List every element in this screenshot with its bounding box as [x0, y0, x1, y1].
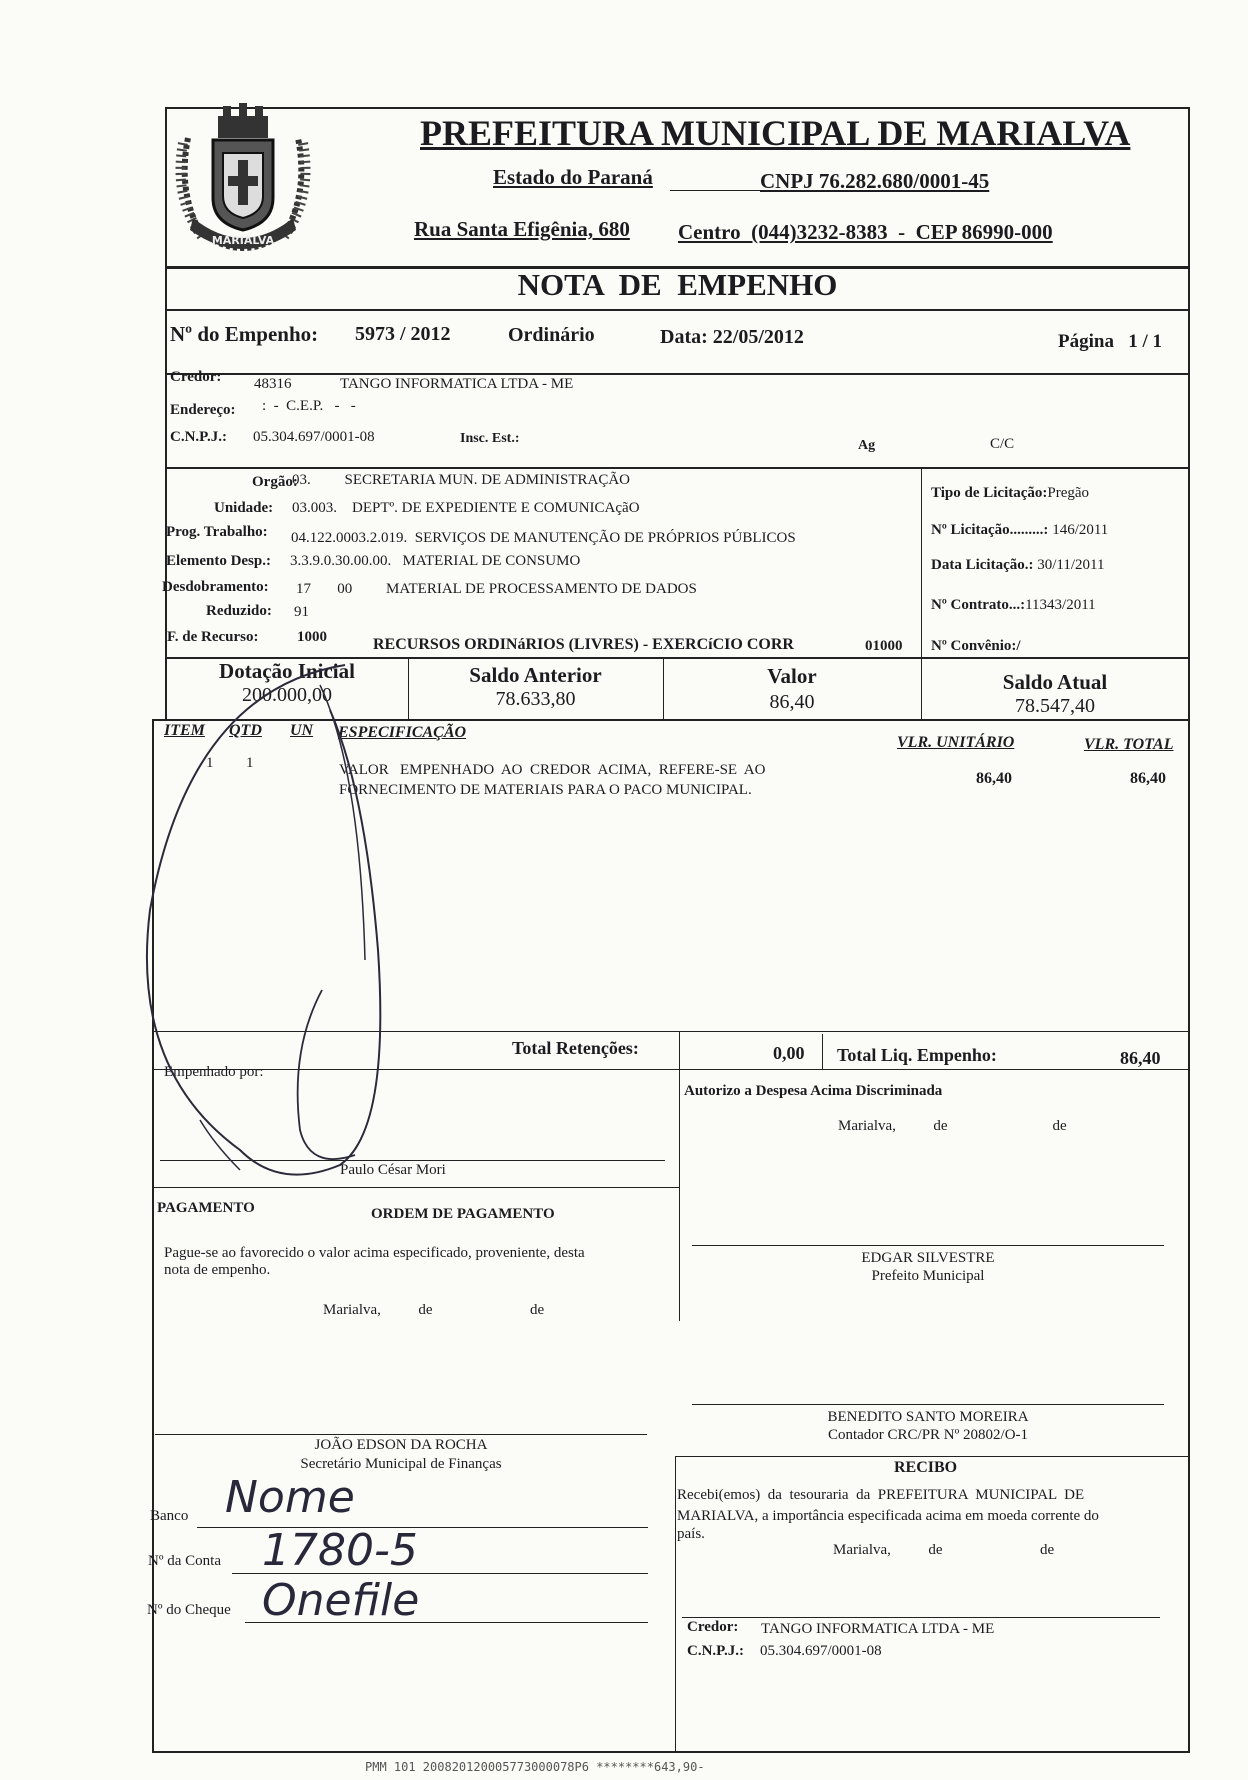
col-especificacao: ESPECIFICAÇÃO	[338, 724, 467, 741]
orgao-value: 03. SECRETARIA MUN. DE ADMINISTRAÇÃO	[292, 472, 630, 488]
item-qtd: 1	[246, 755, 254, 771]
col-un: UN	[290, 722, 314, 739]
reduzido-label: Reduzido:	[206, 603, 272, 619]
col-qtd: QTD	[229, 722, 262, 739]
credor-name: TANGO INFORMATICA LTDA - ME	[340, 376, 574, 392]
unidade-value: 03.003. DEPTº. DE EXPEDIENTE E COMUNICAçãO	[292, 500, 640, 516]
credor-code: 48316	[254, 376, 292, 392]
total-liq-label: Total Liq. Empenho:	[837, 1045, 997, 1065]
saldo-anterior-value: 78.633,80	[495, 688, 576, 710]
tipo-licitacao: Tipo de Licitação:Pregão	[931, 485, 1090, 501]
contador-sign-line	[692, 1404, 1164, 1405]
page-title: PREFEITURA MUNICIPAL DE MARIALVA	[420, 113, 1131, 153]
conta-handwritten: 1780-5	[262, 1525, 418, 1576]
prog-trabalho-label: Prog. Trabalho:	[166, 524, 268, 540]
credor-label: Credor:	[170, 369, 222, 385]
empenhado-por-label: Empenhado por:	[164, 1064, 264, 1080]
banco-label: Banco	[150, 1508, 189, 1524]
recibo-cnpj-label: C.N.P.J.:	[687, 1643, 744, 1659]
page-number: Página 1 / 1	[1058, 331, 1162, 352]
orgao-label: Orgão:	[252, 474, 298, 490]
col-vlr-total: VLR. TOTAL	[1084, 736, 1174, 753]
reduzido-value: 91	[294, 604, 309, 620]
signature-scribble	[110, 650, 440, 1210]
prefeito-role: Prefeito Municipal	[871, 1268, 985, 1284]
valor-label: Valor	[767, 664, 817, 688]
prog-trabalho-value: 04.122.0003.2.019. SERVIÇOS DE MANUTENÇÃO DE PRÓPRIOS PÚBLICOS	[291, 530, 796, 546]
secretario-name: JOÃO EDSON DA ROCHA	[314, 1437, 488, 1453]
cheque-handwritten: Onefile	[262, 1575, 420, 1626]
empenho-number-label: Nº do Empenho:	[170, 322, 319, 346]
item-desc-line1: VALOR EMPENHADO AO CREDOR ACIMA, REFERE-SE AO	[339, 762, 766, 778]
dotacao-value: 200.000,00	[242, 684, 332, 706]
saldo-atual-label: Saldo Atual	[1002, 670, 1108, 694]
valor-value: 86,40	[769, 691, 815, 713]
pagamento-label: PAGAMENTO	[157, 1200, 255, 1216]
recibo-line1: Recebi(emos) da tesouraria da PREFEITURA MUNICIPAL DE	[677, 1487, 1085, 1503]
recibo-sign-line	[682, 1617, 1160, 1618]
state-underline	[670, 190, 760, 191]
prefeito-name: EDGAR SILVESTRE	[861, 1250, 995, 1266]
numero-licitacao: Nº Licitação.........: 146/2011	[931, 522, 1109, 538]
recibo-line2: MARIALVA, a importância especificada acima em moeda corrente do	[677, 1508, 1099, 1524]
unidade-label: Unidade:	[214, 500, 274, 516]
fonte-recurso-label: F. de Recurso:	[167, 629, 259, 645]
recibo-cnpj-value: 05.304.697/0001-08	[760, 1643, 882, 1659]
banco-handwritten: Nome	[225, 1472, 355, 1523]
item-unit-value: 86,40	[976, 770, 1012, 787]
pague-line2: nota de empenho.	[164, 1262, 271, 1278]
credor-cnpj: 05.304.697/0001-08	[253, 429, 375, 445]
recibo-left-border	[675, 1456, 676, 1753]
totals-div-1	[679, 1031, 680, 1321]
autorizo-text: Autorizo a Despesa Acima Discriminada	[684, 1083, 943, 1099]
recibo-title: RECIBO	[894, 1459, 958, 1476]
pagamento-date: Marialva, de de	[323, 1302, 545, 1318]
elemento-label: Elemento Desp.:	[166, 553, 271, 569]
recibo-top-line	[675, 1456, 1190, 1457]
address-street: Rua Santa Efigênia, 680	[414, 217, 630, 241]
state-name: Estado do Paraná	[493, 165, 653, 189]
doc-title: NOTA DE EMPENHO	[517, 267, 838, 302]
secretario-role: Secretário Municipal de Finanças	[300, 1456, 502, 1472]
item-number: 1	[206, 755, 214, 771]
dotacao-label: Dotação Inicial	[219, 659, 355, 683]
empenho-type: Ordinário	[508, 324, 595, 346]
retencoes-label: Total Retenções:	[512, 1038, 639, 1058]
retencoes-value: 0,00	[773, 1043, 805, 1063]
contador-name: BENEDITO SANTO MOREIRA	[827, 1409, 1029, 1425]
credor-box	[165, 373, 1190, 469]
conta-label: Nº da Conta	[148, 1553, 221, 1569]
data-licitacao: Data Licitação.: 30/11/2011	[931, 557, 1105, 573]
svg-text:MARIALVA: MARIALVA	[211, 234, 275, 247]
numero-convenio: Nº Convênio:/	[931, 638, 1021, 654]
desdobramento-value: 17 00 MATERIAL DE PROCESSAMENTO DE DADOS	[296, 581, 697, 597]
contador-role: Contador CRC/PR Nº 20802/O-1	[827, 1427, 1029, 1443]
ordem-pagamento-label: ORDEM DE PAGAMENTO	[371, 1206, 555, 1222]
numero-contrato: Nº Contrato...:11343/2011	[931, 597, 1096, 613]
coat-of-arms-icon	[168, 98, 318, 263]
empenhado-name: Paulo César Mori	[340, 1162, 446, 1178]
empenho-date: Data: 22/05/2012	[660, 326, 804, 348]
insc-est-label: Insc. Est.:	[460, 431, 520, 446]
credor-cnpj-label: C.N.P.J.:	[170, 429, 227, 445]
recibo-line3: país.	[677, 1526, 705, 1542]
endereco-label: Endereço:	[170, 402, 236, 418]
fonte-recurso-num: 01000	[865, 638, 903, 654]
cheque-label: Nº do Cheque	[147, 1602, 231, 1618]
ag-label: Ag	[858, 438, 876, 453]
saldo-atual-value: 78.547,40	[1015, 695, 1095, 717]
recibo-date: Marialva, de de	[833, 1542, 1055, 1558]
col-item: ITEM	[164, 722, 205, 739]
cnpj-header: CNPJ 76.282.680/0001-45	[760, 169, 990, 193]
total-liq-value: 86,40	[1120, 1048, 1161, 1068]
recibo-credor-label: Credor:	[687, 1619, 739, 1635]
saldo-anterior-label: Saldo Anterior	[469, 663, 602, 687]
autorizo-date: Marialva, de de	[838, 1118, 1067, 1134]
elemento-value: 3.3.9.0.30.00.00. MATERIAL DE CONSUMO	[290, 553, 581, 569]
totals-div-2	[822, 1034, 823, 1070]
pague-line1: Pague-se ao favorecido o valor acima especificado, proveniente, desta	[164, 1245, 585, 1261]
cc-label: C/C	[990, 436, 1015, 452]
footer-stamp: PMM 101 200820120005773000078P6 ********643,90-	[365, 1760, 705, 1774]
prefeito-sign-line	[692, 1245, 1164, 1246]
address-rest: Centro (044)3232-8383 - CEP 86990-000	[678, 220, 1053, 244]
col-vlr-unitario: VLR. UNITÁRIO	[897, 734, 1015, 751]
fonte-recurso-desc: RECURSOS ORDINáRIOS (LIVRES) - EXERCíCIO CORR	[373, 636, 794, 653]
classificacao-divider	[921, 467, 922, 659]
fonte-recurso-code: 1000	[297, 629, 327, 645]
recibo-credor-value: TANGO INFORMATICA LTDA - ME	[761, 1621, 995, 1637]
item-total-value: 86,40	[1130, 770, 1166, 787]
endereco-value: : - C.E.P. - -	[262, 398, 356, 414]
desdobramento-label: Desdobramento:	[162, 579, 269, 595]
item-desc-line2: FORNECIMENTO DE MATERIAIS PARA O PACO MUNICIPAL.	[339, 782, 752, 798]
empenho-number: 5973 / 2012	[355, 323, 451, 345]
secretario-sign-line	[155, 1434, 647, 1435]
